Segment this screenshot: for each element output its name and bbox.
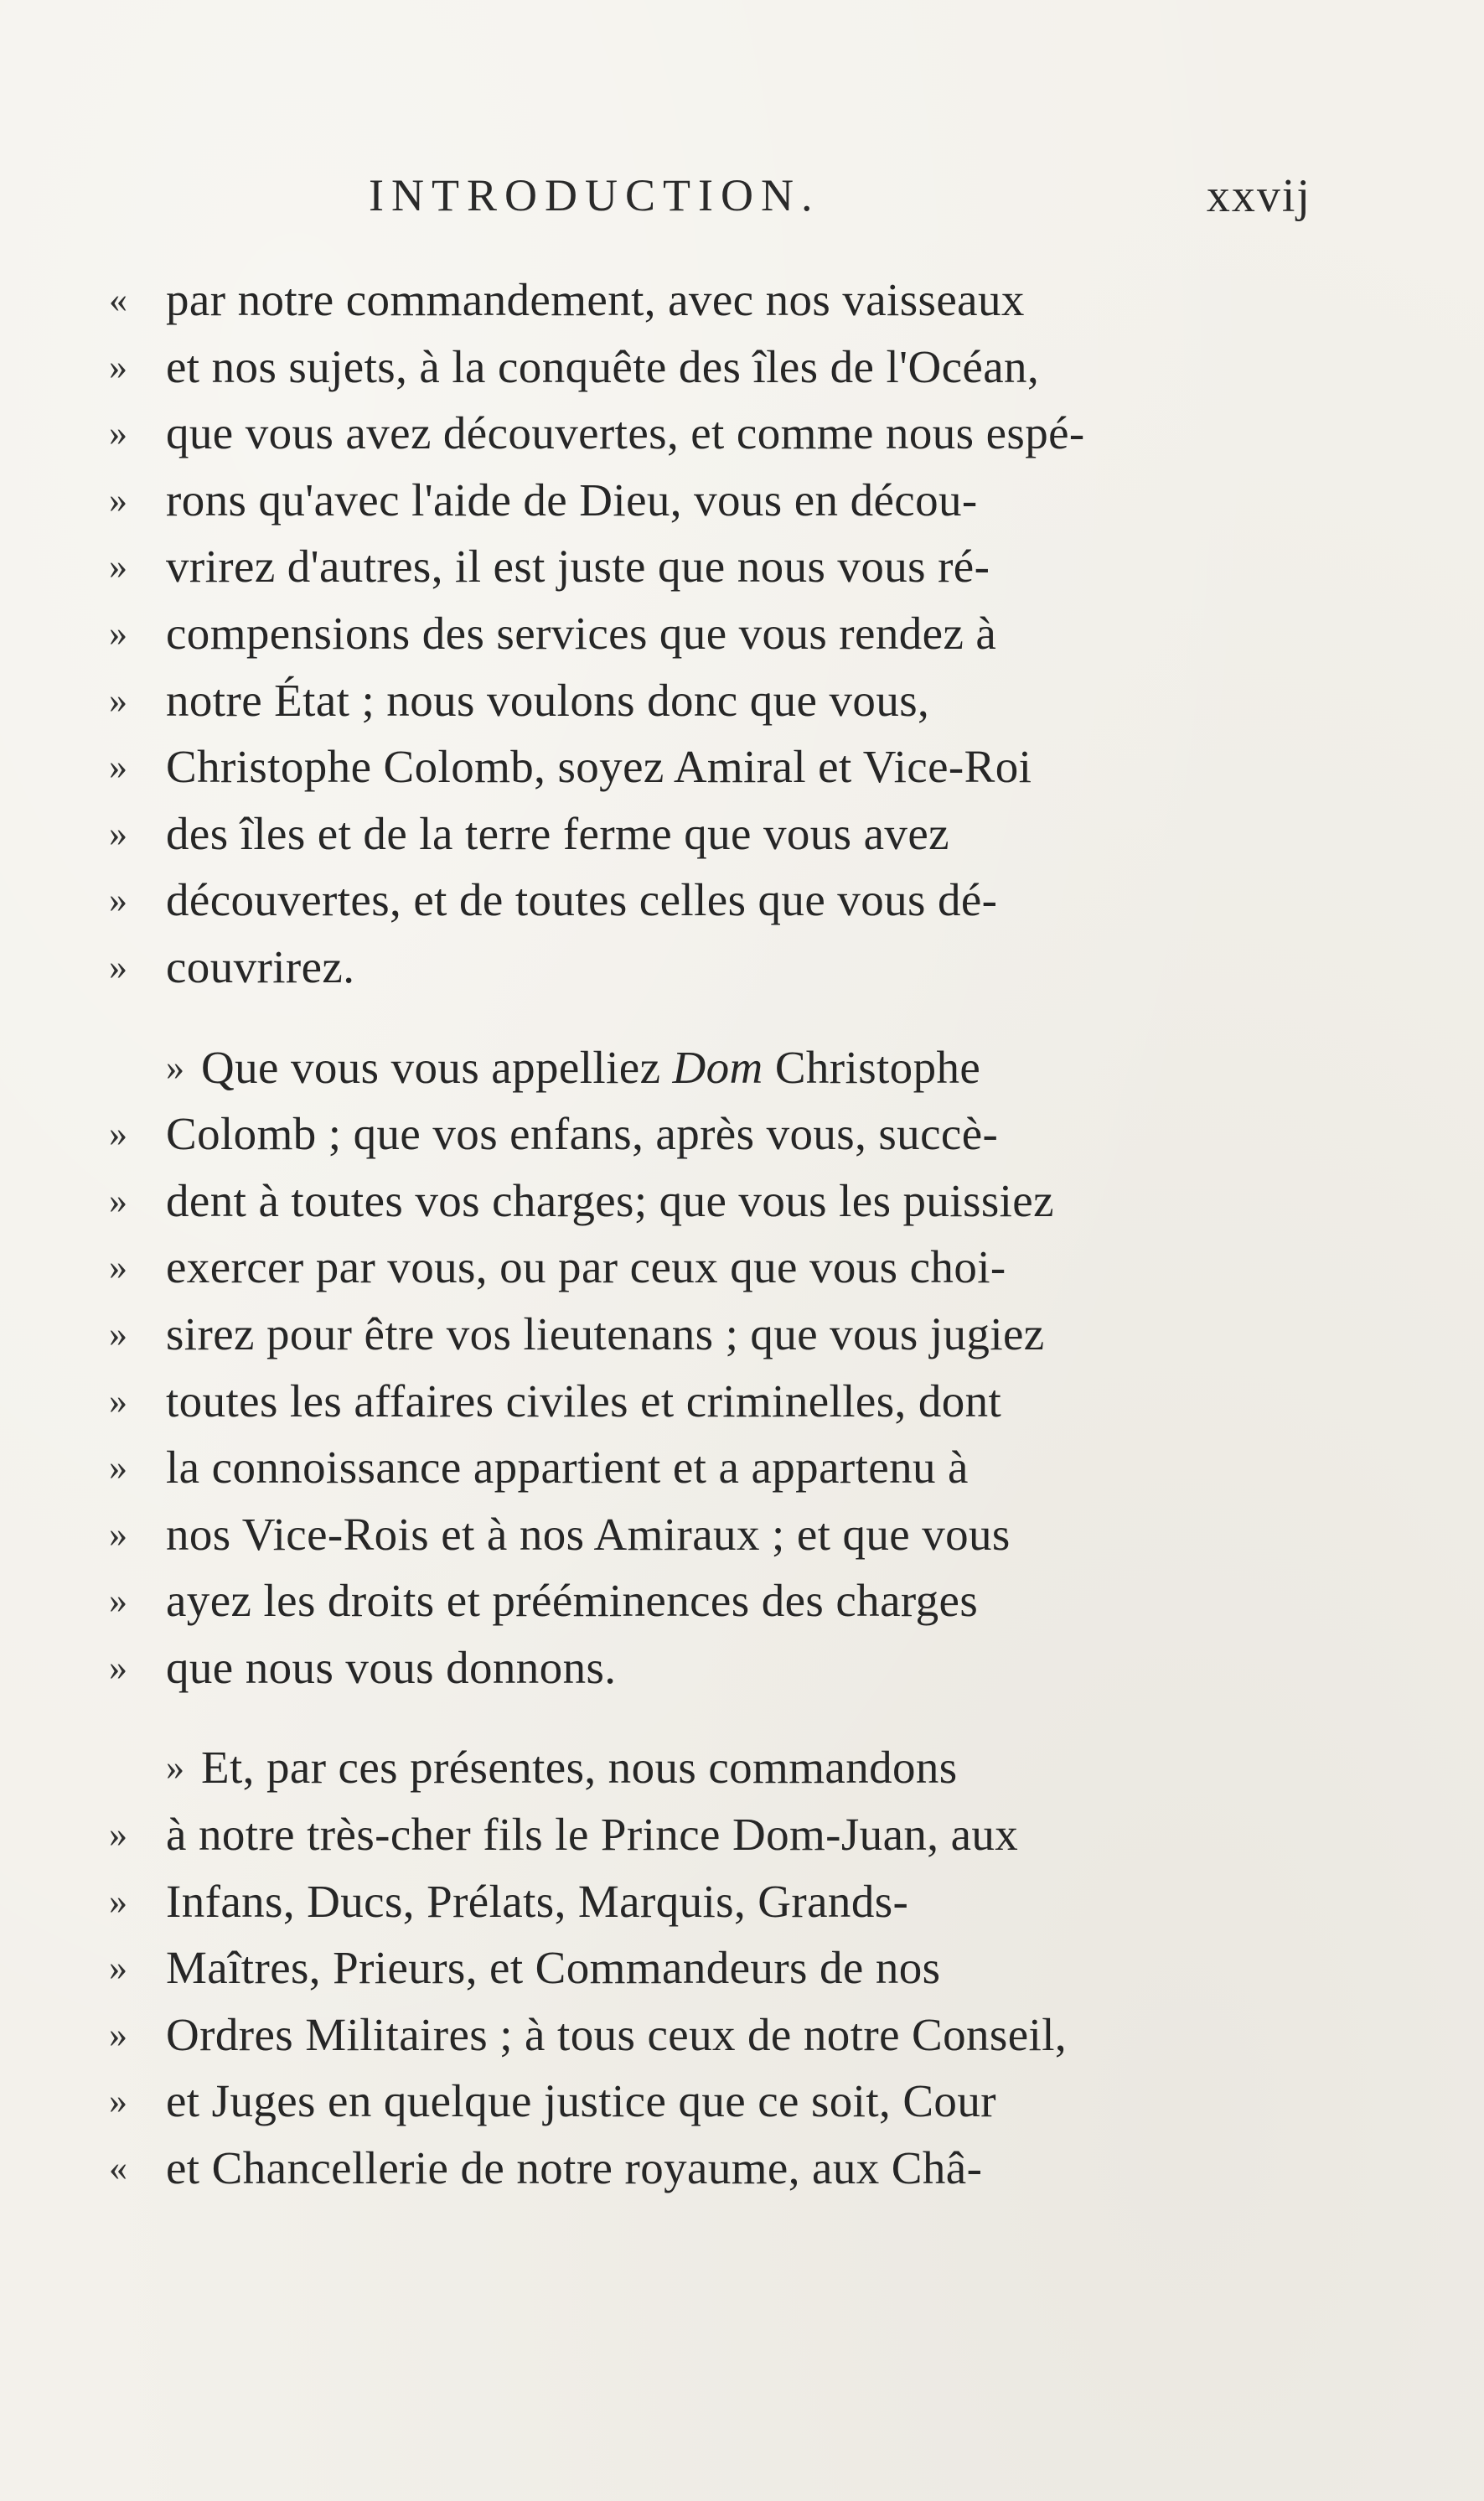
text-line [109,800,1257,867]
text-line [109,934,1257,1001]
line-text: la connoissance appartient et a appartenu à [166,1442,969,1494]
quote-mark: » [109,1880,127,1922]
line-text: et Juges en quelque justice que ce soit, Cour [166,2075,996,2127]
quote-mark: » [109,746,127,788]
text-line [109,600,1257,667]
line-text: des îles et de la terre ferme que vous avez [166,807,949,859]
quote-mark: « [109,279,127,320]
quote-mark: » [109,612,127,654]
quote-mark: » [109,1179,127,1221]
quote-mark: » [109,546,127,588]
quote-mark: » [109,1814,127,1856]
text-line [109,267,1257,334]
line-text-part: Que vous vous appelliez [201,1041,673,1093]
quote-mark: » [166,1046,184,1088]
quote-mark: « [109,2147,127,2189]
text-line [109,1034,1257,1101]
line-text: Et, par ces présentes, nous commandons [201,1742,958,1794]
quote-mark: » [109,1646,127,1688]
text-line [109,1234,1257,1301]
text-line [109,667,1257,734]
text-line [109,400,1257,467]
text-line [109,1100,1257,1168]
quote-mark: » [109,479,127,520]
text-line [109,334,1257,401]
quote-mark: » [109,879,127,921]
quote-mark: » [109,2080,127,2122]
line-text: par notre commandement, avec nos vaisseaux [166,274,1025,325]
text-line [109,1434,1257,1501]
line-text: Ordres Militaires ; à tous ceux de notre Conseil, [166,2008,1068,2060]
body-text [109,267,1257,2202]
line-text: sirez pour être vos lieutenans ; que vous jugiez [166,1307,1045,1359]
text-line [109,1168,1257,1235]
line-text: compensions des services que vous rendez à [166,607,997,659]
line-text-part: Christophe [763,1041,981,1093]
quote-mark: » [109,1380,127,1421]
text-line [109,1567,1257,1634]
text-line [109,1368,1257,1435]
text-line [109,533,1257,600]
line-text: couvrirez. [166,940,355,992]
text-line [109,2001,1257,2069]
line-text: toutes les affaires civiles et criminelles, dont [166,1375,1002,1427]
line-text: Infans, Ducs, Prélats, Marquis, Grands- [166,1875,909,1927]
text-line [109,867,1257,934]
quote-mark: » [109,1513,127,1555]
quote-mark: » [109,1246,127,1288]
quote-mark: » [109,1113,127,1155]
line-text: vrirez d'autres, il est juste que nous vous ré- [166,541,990,593]
text-line [109,467,1257,534]
line-text: Colomb ; que vos enfans, après vous, succè- [166,1108,999,1160]
line-text [201,1034,980,1101]
text-line [109,1301,1257,1368]
line-text: que vous avez découvertes, et comme nous espé- [166,407,1085,459]
quote-mark: » [109,679,127,721]
quote-mark: » [109,1580,127,1622]
paragraph-gap [109,1701,1257,1734]
page-number: xxvij [1206,170,1311,222]
quote-mark: » [109,2013,127,2055]
line-text: dent à toutes vos charges; que vous les puissiez [166,1174,1054,1226]
quote-mark: » [109,1447,127,1489]
quote-mark: » [109,1313,127,1354]
line-text: exercer par vous, ou par ceux que vous choi- [166,1241,1006,1293]
quote-mark: » [109,1947,127,1989]
text-line [109,1801,1257,1868]
line-text: rons qu'avec l'aide de Dieu, vous en décou- [166,474,978,526]
line-text: et nos sujets, à la conquête des îles de l'Océan, [166,340,1040,392]
line-text: que nous vous donnons. [166,1641,617,1693]
line-text: découvertes, et de toutes celles que vous dé- [166,874,998,926]
line-text: nos Vice-Rois et à nos Amiraux ; et que vous [166,1508,1011,1560]
text-line [109,1868,1257,1935]
line-text: à notre très-cher fils le Prince Dom-Juan, aux [166,1809,1019,1861]
text-line [109,1501,1257,1568]
text-line [109,1934,1257,2001]
paragraph-gap [109,1001,1257,1034]
quote-mark: » [109,412,127,454]
line-text: ayez les droits et prééminences des charges [166,1575,979,1627]
text-line [109,733,1257,800]
text-line [109,2068,1257,2135]
text-line [109,1734,1257,1801]
quote-mark: » [109,812,127,854]
quote-mark: » [109,345,127,387]
quote-mark: » [166,1747,184,1789]
quote-mark: » [109,945,127,987]
running-title: INTRODUCTION. [369,170,820,220]
line-text: Maîtres, Prieurs, et Commandeurs de nos [166,1942,941,1994]
text-line [109,1634,1257,1701]
line-text: notre État ; nous voulons donc que vous, [166,674,930,726]
italic-word: Dom [672,1041,763,1093]
page-header [369,169,1311,228]
line-text: et Chancellerie de notre royaume, aux Châ- [166,2142,983,2194]
text-line [109,2135,1257,2202]
line-text: Christophe Colomb, soyez Amiral et Vice-Roi [166,741,1032,793]
